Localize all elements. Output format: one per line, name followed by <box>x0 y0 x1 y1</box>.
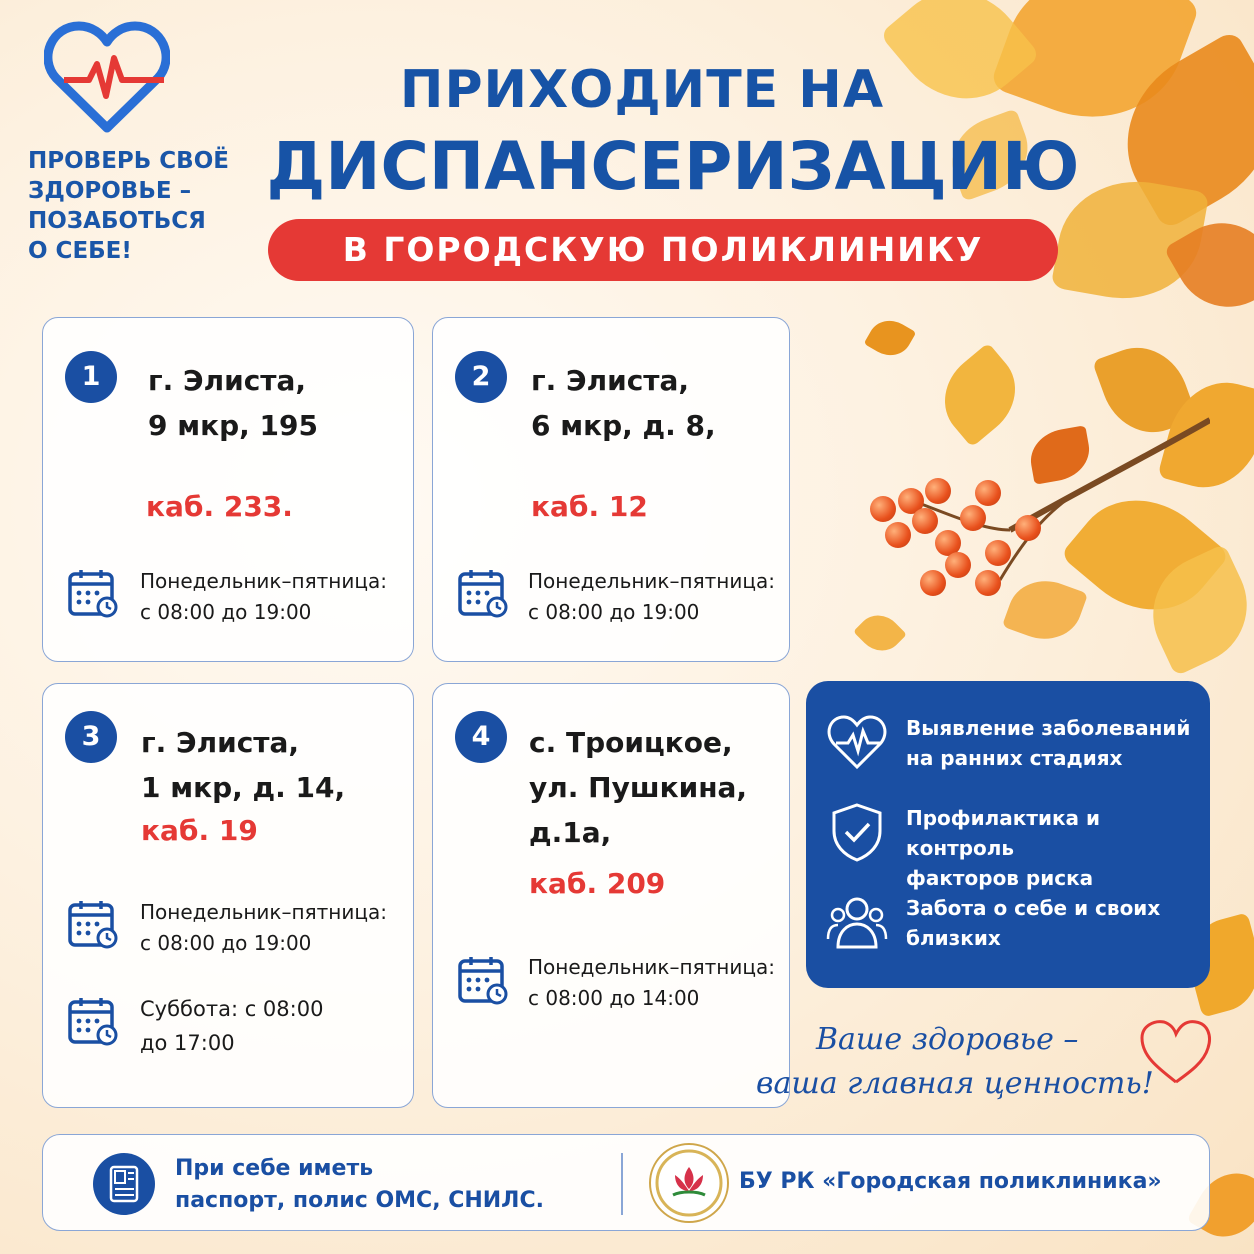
schedule-hours: с 08:00 до 19:00 <box>140 931 312 955</box>
schedule-hours: с 08:00 до 19:00 <box>528 600 700 624</box>
benefit-text <box>906 713 1190 773</box>
benefit-line: Выявление заболеваний <box>906 716 1191 740</box>
health-motto-line-1: Ваше здоровье – <box>816 1022 1079 1057</box>
heart-pulse-icon <box>826 711 888 773</box>
location-address <box>148 358 318 448</box>
people-icon <box>826 891 888 953</box>
documents-line: паспорт, полис ОМС, СНИЛС. <box>175 1188 544 1213</box>
divider <box>621 1153 623 1215</box>
schedule-days: Понедельник–пятница: <box>140 900 387 924</box>
heart-outline-icon <box>1138 1018 1214 1088</box>
calendar-icon <box>457 954 509 1006</box>
schedule-hours: с 08:00 до 19:00 <box>140 600 312 624</box>
location-number: 4 <box>455 711 507 763</box>
slogan-line: ЗДОРОВЬЕ – <box>28 178 192 204</box>
address-line: ул. Пушкина, <box>529 771 748 804</box>
location-address <box>529 720 747 855</box>
calendar-icon <box>67 898 119 950</box>
schedule <box>140 992 323 1060</box>
schedule <box>140 566 387 628</box>
address-line: г. Элиста, <box>148 364 307 397</box>
schedule-hours: с 08:00 до 14:00 <box>528 986 700 1010</box>
benefit-line: Профилактика и контроль <box>906 806 1101 860</box>
address-line: 1 мкр, д. 14, <box>141 771 346 804</box>
slogan-line: ПОЗАБОТЬСЯ <box>28 208 206 234</box>
schedule <box>528 952 775 1014</box>
benefits-panel <box>806 681 1210 988</box>
title-line-1: ПРИХОДИТЕ НА <box>399 60 885 120</box>
calendar-icon <box>457 567 509 619</box>
schedule-days: Суббота: с 08:00 <box>140 997 324 1021</box>
address-line: 6 мкр, д. 8, <box>531 409 716 442</box>
schedule-days: Понедельник–пятница: <box>528 955 775 979</box>
organization-name: БУ РК «Городская поликлиника» <box>739 1169 1162 1194</box>
shield-check-icon <box>826 801 888 863</box>
calendar-icon <box>67 995 119 1047</box>
cabinet-number: каб. 12 <box>531 490 648 523</box>
benefit-text <box>906 893 1160 953</box>
schedule <box>140 897 387 959</box>
documents-line: При себе иметь <box>175 1156 374 1181</box>
footer-bar <box>42 1134 1210 1231</box>
schedule-days: Понедельник–пятница: <box>528 569 775 593</box>
location-address <box>531 358 716 448</box>
calendar-icon <box>67 567 119 619</box>
benefit-line: факторов риска <box>906 866 1094 890</box>
cabinet-number: каб. 233. <box>146 490 293 523</box>
address-line: с. Троицкое, <box>529 726 733 759</box>
benefit-line: Забота о себе и своих <box>906 896 1161 920</box>
documents-icon <box>93 1153 155 1215</box>
location-card-3 <box>42 683 414 1108</box>
location-card-2 <box>432 317 790 662</box>
health-motto-line-2: ваша главная ценность! <box>756 1066 1154 1101</box>
location-card-1 <box>42 317 414 662</box>
schedule-hours: до 17:00 <box>140 1031 235 1055</box>
documents-required <box>175 1153 544 1217</box>
location-number: 1 <box>65 351 117 403</box>
slogan-line: ПРОВЕРЬ СВОЁ <box>28 148 229 174</box>
location-address <box>141 720 345 810</box>
slogan <box>28 146 229 266</box>
cabinet-number: каб. 209 <box>529 867 666 900</box>
benefit-line: на ранних стадиях <box>906 746 1123 770</box>
location-number: 3 <box>65 711 117 763</box>
clinic-emblem-icon <box>649 1143 729 1223</box>
schedule-days: Понедельник–пятница: <box>140 569 387 593</box>
address-line: г. Элиста, <box>141 726 300 759</box>
schedule <box>528 566 775 628</box>
location-card-4 <box>432 683 790 1108</box>
location-number: 2 <box>455 351 507 403</box>
slogan-line: О СЕБЕ! <box>28 238 132 264</box>
clinic-banner: В ГОРОДСКУЮ ПОЛИКЛИНИКУ <box>268 219 1058 281</box>
title-line-2: ДИСПАНСЕРИЗАЦИЮ <box>266 128 1080 205</box>
address-line: д.1а, <box>529 816 612 849</box>
benefit-text <box>906 803 1210 893</box>
cabinet-number: каб. 19 <box>141 814 258 847</box>
benefit-line: близких <box>906 926 1001 950</box>
address-line: 9 мкр, 195 <box>148 409 318 442</box>
address-line: г. Элиста, <box>531 364 690 397</box>
